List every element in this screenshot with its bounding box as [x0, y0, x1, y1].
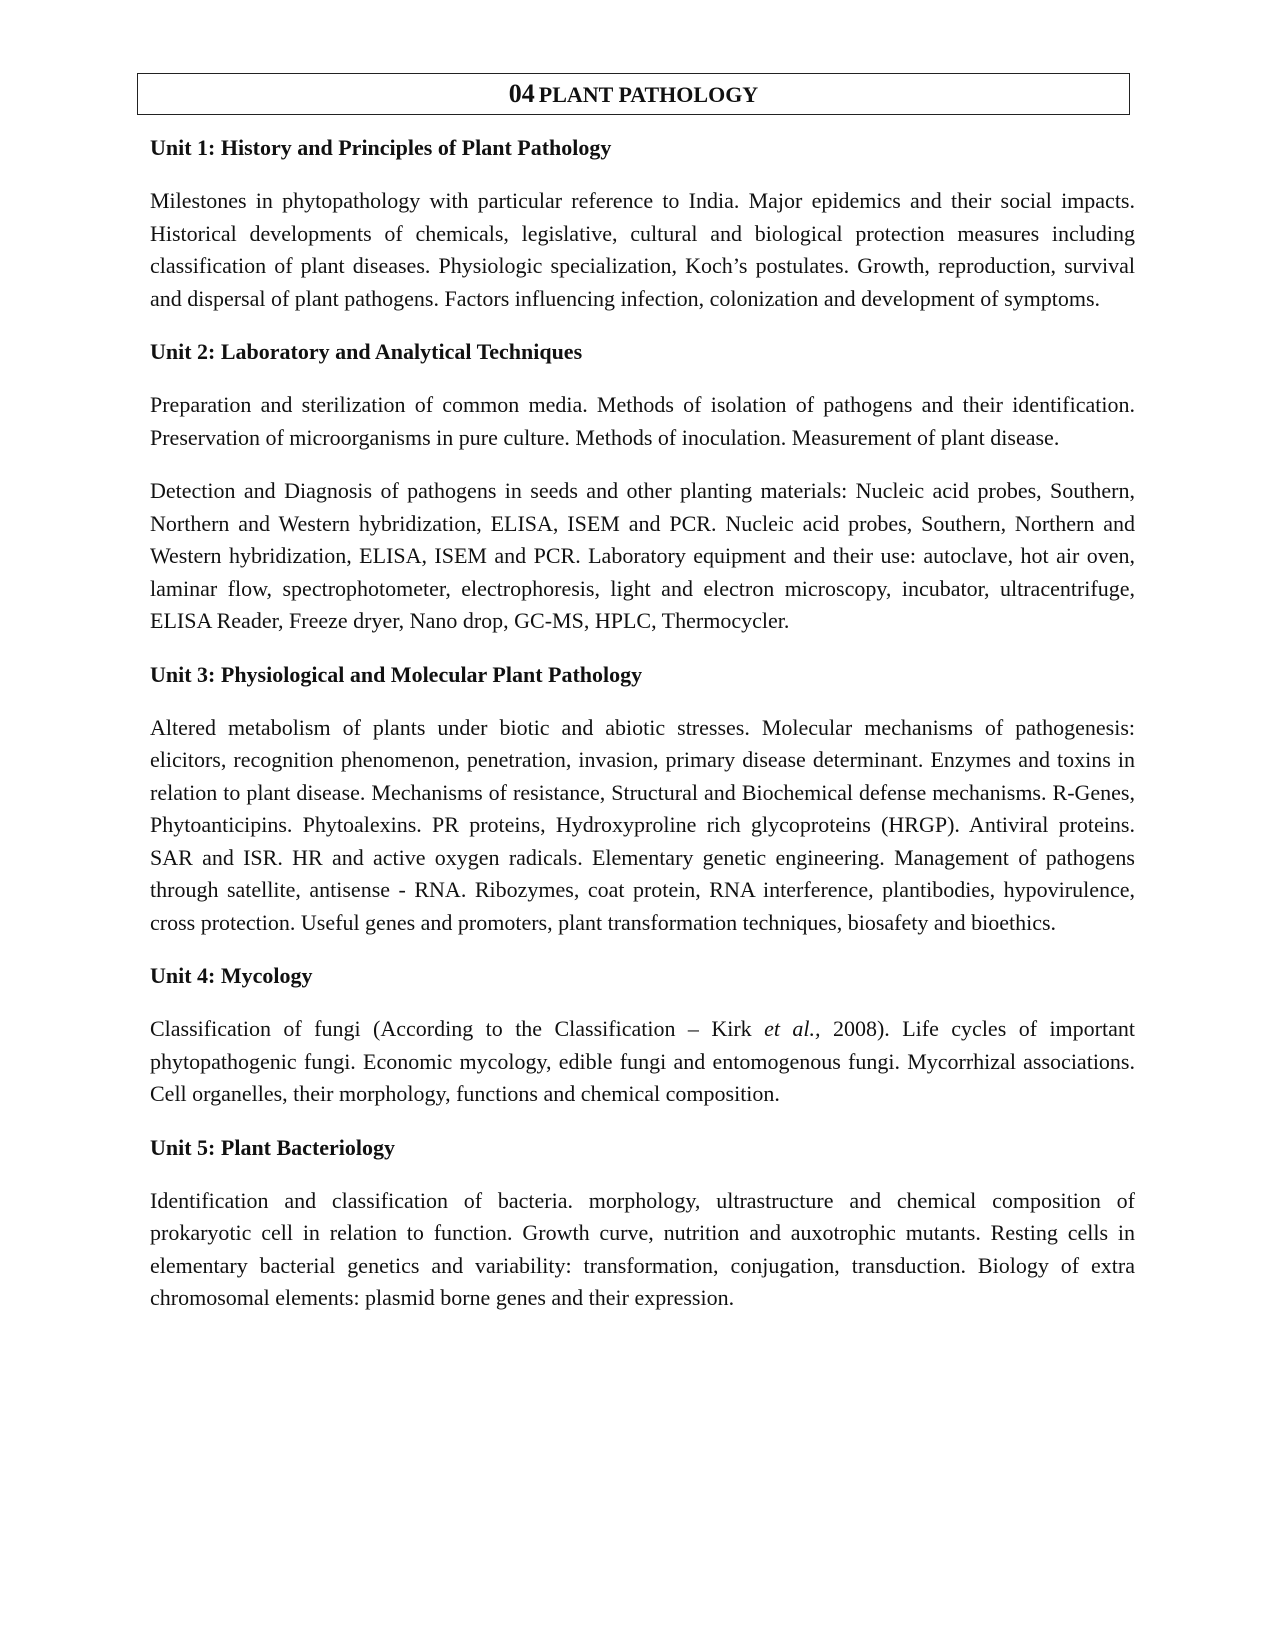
unit-3-paragraph: Altered metabolism of plants under biotic and abiotic stresses. Molecular mechanisms of pathogenesis: elicitors, recognition phenomenon, penetration, invasion, primary disease determinant. Enzymes and toxins in relation to plant disease. Mechanisms of resistance, Structural and Biochemical defense mechanisms. R-Genes, Phytoanticipins. Phytoalexins. PR proteins, Hydroxyproline rich glycoproteins (HRGP). Antiviral proteins. SAR and ISR. HR and active oxygen radicals. Elementary genetic engineering. Management of pathogens through satellite, antisense - RNA. Ribozymes, coat protein, RNA interference, plantibodies, hypovirulence, cross protection. Useful genes and promoters, plant transformation techniques, biosafety and bioethics. [150, 714, 1135, 935]
page-title: PLANT PATHOLOGY [538, 82, 759, 107]
page-title-box [137, 73, 1130, 115]
title-number: 04 [508, 79, 535, 108]
unit-5-paragraph: Identification and classification of bacteria. morphology, ultrastructure and chemical composition of prokaryotic cell in relation to function. Growth curve, nutrition and auxotrophic mutants. Resting cells in elementary bacterial genetics and variability: transformation, conjugation, transduction. Biology of extra chromosomal elements: plasmid borne genes and their expression. [150, 1187, 1135, 1310]
unit-2-paragraph-1: Preparation and sterilization of common media. Methods of isolation of pathogens and their identification. Preservation of microorganisms in pure culture. Methods of inoculation. Measurement of plant disease. [150, 392, 1135, 450]
document-body [150, 132, 1135, 1315]
unit-2-heading: Unit 2: Laboratory and Analytical Techniques [150, 339, 583, 364]
unit-5-heading: Unit 5: Plant Bacteriology [150, 1134, 396, 1160]
unit-4-italic-citation: et al., [764, 1016, 821, 1041]
unit-4-text-end: 2008). Life cycles of important phytopathogenic fungi. Economic mycology, edible fungi and entomogenous fungi. Mycorrhizal associations. Cell organelles, their morphology, functions and chemical composition. [150, 1016, 1135, 1106]
unit-2-paragraph-2: Detection and Diagnosis of pathogens in seeds and other planting materials: Nucleic acid probes, Southern, Northern and Western hybridization, ELISA, ISEM and PCR. Nucleic acid probes, Southern, Northern and Western hybridization, ELISA, ISEM and PCR. Laboratory equipment and their use: autoclave, hot air oven, laminar flow, spectrophotometer, electrophoresis, light and electron microscopy, incubator, ultracentrifuge, ELISA Reader, Freeze dryer, Nano drop, GC-MS, HPLC, Thermocycler. [150, 478, 1135, 633]
unit-4-text-start: Classification of fungi (According to the Classification – Kirk [150, 1016, 765, 1041]
unit-4-heading: Unit 4: Mycology [150, 963, 313, 988]
unit-4-paragraph [150, 1013, 1135, 1111]
unit-1-heading: Unit 1: History and Principles of Plant Pathology [150, 135, 612, 160]
unit-1-paragraph: Milestones in phytopathology with particular reference to India. Major epidemics and their social impacts. Historical developments of chemicals, legislative, cultural and biological protection measures including classification of plant diseases. Physiologic specialization, Koch’s postulates. Growth, reproduction, survival and dispersal of plant pathogens. Factors influencing infection, colonization and development of symptoms. [150, 188, 1135, 311]
unit-3-heading: Unit 3: Physiological and Molecular Plant Pathology [150, 661, 643, 687]
